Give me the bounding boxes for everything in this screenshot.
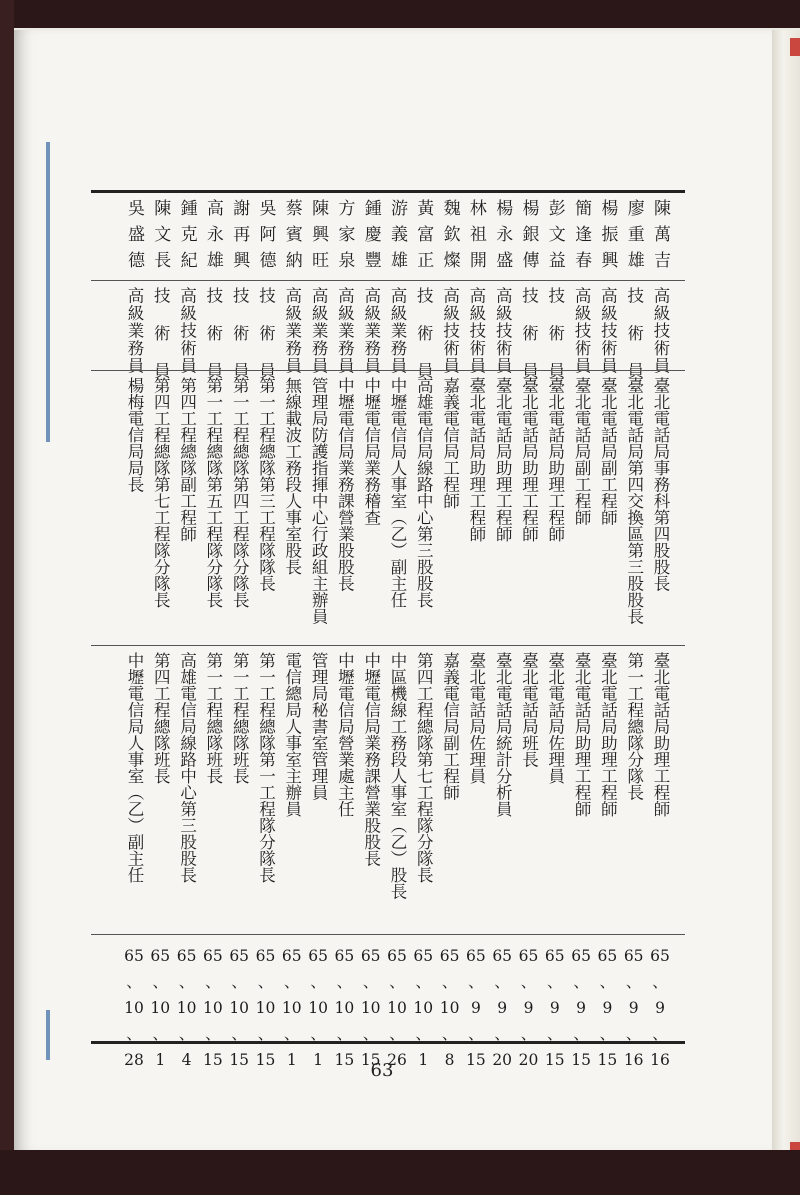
job-title: 高級業務員	[361, 287, 381, 375]
new-post: 臺北電話局助理工程師	[651, 652, 670, 817]
date-part: 10	[360, 999, 381, 1017]
person-name: 游義雄	[387, 199, 407, 277]
new-post: 臺北電話局佐理員	[545, 652, 565, 784]
date-separator: 、	[336, 1025, 353, 1043]
job-title: 高級技術員	[598, 287, 618, 375]
date-part: 65	[387, 947, 407, 965]
job-title: 高級技術員	[466, 287, 486, 375]
previous-post: 高雄電信局線路中心第三股股長	[414, 377, 434, 608]
date-separator: 、	[520, 973, 537, 991]
date-column-band	[91, 934, 685, 1069]
new-post: 電信總局人事室主辦員	[282, 652, 302, 817]
date-part: 65	[413, 947, 434, 965]
person-name: 楊銀傳	[518, 199, 539, 277]
job-title: 技 術 員	[414, 287, 434, 380]
job-title: 技 術 員	[545, 287, 565, 380]
previous-post: 臺北電話局助理工程師	[466, 377, 486, 542]
date-separator: 、	[415, 1025, 432, 1043]
person-name: 魏欽燦	[439, 199, 460, 277]
job-title: 技 術 員	[230, 287, 250, 380]
date-part: 15	[597, 1051, 618, 1069]
date-separator: 、	[573, 1025, 589, 1043]
date-part: 1	[155, 1051, 166, 1069]
date-part: 65	[308, 947, 328, 965]
date-part: 9	[628, 999, 639, 1017]
date-separator: 、	[389, 973, 405, 991]
date-separator: 、	[152, 973, 169, 991]
person-name: 簡逢春	[571, 199, 592, 277]
person-name: 陳萬吉	[650, 199, 670, 277]
effective-date	[172, 943, 202, 1073]
effective-date	[487, 943, 517, 1073]
date-part: 4	[181, 1051, 192, 1069]
effective-date	[566, 943, 596, 1073]
book-cover-top	[0, 0, 800, 28]
job-title: 技 術 員	[256, 287, 276, 380]
effective-date	[435, 943, 465, 1073]
new-post: 第四工程總隊第七工程隊分隊長	[414, 652, 434, 883]
date-separator: 、	[152, 1025, 169, 1043]
date-part: 65	[650, 947, 670, 965]
date-part: 1	[313, 1051, 324, 1069]
previous-post: 楊梅電信局局長	[125, 377, 144, 493]
new-post: 高雄電信局線路中心第三股股長	[177, 652, 197, 883]
previous-post: 臺北電話局助理工程師	[493, 377, 513, 542]
date-part: 26	[387, 1051, 407, 1069]
effective-date	[277, 943, 307, 1073]
date-separator: 、	[257, 1025, 274, 1043]
date-separator: 、	[257, 973, 274, 991]
date-separator: 、	[494, 1025, 510, 1043]
date-part: 65	[229, 947, 250, 965]
date-separator: 、	[468, 1025, 484, 1043]
person-name: 黃富正	[413, 199, 434, 277]
date-separator: 、	[573, 973, 589, 991]
job-title: 技 術 員	[519, 287, 539, 380]
date-part: 9	[497, 999, 508, 1017]
date-part: 65	[176, 947, 197, 965]
date-separator: 、	[599, 973, 616, 991]
date-part: 28	[124, 1051, 144, 1069]
date-part: 15	[255, 1051, 276, 1069]
new-post: 嘉義電信局副工程師	[440, 652, 460, 801]
date-separator: 、	[389, 1025, 405, 1043]
date-part: 65	[360, 947, 381, 965]
previous-post: 第四工程總隊第七工程隊分隊長	[151, 377, 171, 608]
person-name: 林祖開	[465, 199, 486, 277]
date-separator: 、	[599, 1025, 616, 1043]
date-separator: 、	[205, 973, 221, 991]
effective-date	[645, 943, 675, 1073]
person-name: 鍾克紀	[176, 199, 197, 277]
effective-date	[408, 943, 438, 1073]
date-part: 1	[418, 1051, 429, 1069]
effective-date	[619, 943, 649, 1073]
date-part: 9	[523, 999, 534, 1017]
effective-date	[303, 943, 333, 1073]
effective-date	[119, 943, 149, 1073]
new-post: 第一工程總隊班長	[203, 652, 223, 784]
date-part: 10	[255, 999, 276, 1017]
date-separator: 、	[547, 1025, 563, 1043]
effective-date	[224, 943, 254, 1073]
date-part: 15	[229, 1051, 250, 1069]
date-part: 10	[203, 999, 223, 1017]
date-part: 65	[518, 947, 539, 965]
date-part: 1	[286, 1051, 297, 1069]
book-cover-left	[0, 0, 14, 1195]
new-post: 中壢電信局人事室（乙）副主任	[125, 652, 144, 883]
date-part: 15	[571, 1051, 591, 1069]
date-part: 65	[597, 947, 618, 965]
effective-date	[329, 943, 359, 1073]
date-part: 15	[360, 1051, 381, 1069]
date-part: 65	[439, 947, 460, 965]
date-part: 10	[413, 999, 434, 1017]
date-part: 10	[124, 999, 144, 1017]
person-name: 鍾慶豐	[360, 199, 381, 277]
person-name: 陳興旺	[308, 199, 329, 277]
person-name: 廖重雄	[623, 199, 644, 277]
date-part: 65	[281, 947, 302, 965]
new-post: 臺北電話局佐理員	[466, 652, 486, 784]
date-separator: 、	[178, 1025, 195, 1043]
date-part: 65	[492, 947, 513, 965]
previous-post: 臺北電話局助理工程師	[519, 377, 539, 542]
date-part: 10	[150, 999, 171, 1017]
date-separator: 、	[625, 973, 642, 991]
date-separator: 、	[520, 1025, 537, 1043]
effective-date	[514, 943, 544, 1073]
person-name: 楊永盛	[492, 199, 513, 277]
previous-post: 第一工程總隊第四工程隊分隊長	[230, 377, 250, 608]
new-post: 臺北電話局助理工程師	[572, 652, 592, 817]
date-separator: 、	[310, 973, 326, 991]
date-separator: 、	[652, 1025, 668, 1043]
date-separator: 、	[494, 973, 510, 991]
date-part: 65	[544, 947, 565, 965]
date-part: 65	[203, 947, 223, 965]
date-part: 65	[334, 947, 355, 965]
date-separator: 、	[625, 1025, 642, 1043]
effective-date	[145, 943, 175, 1073]
person-name: 方家泉	[334, 199, 355, 277]
date-part: 10	[176, 999, 197, 1017]
previous-post: 第一工程總隊第三工程隊隊長	[256, 377, 276, 592]
date-separator: 、	[231, 973, 247, 991]
date-part: 65	[571, 947, 591, 965]
date-part: 65	[255, 947, 276, 965]
date-separator: 、	[231, 1025, 247, 1043]
date-part: 9	[655, 999, 665, 1017]
previous-post: 臺北電話局副工程師	[598, 377, 618, 526]
blue-edge-mark	[46, 142, 50, 442]
job-title: 高級業務員	[125, 287, 144, 375]
previous-post: 中壢電信局業務稽查	[361, 377, 381, 526]
job-title: 技 術 員	[203, 287, 223, 380]
new-post: 臺北電話局助理工程師	[598, 652, 618, 817]
old-post-column-band	[91, 370, 685, 646]
job-title: 高級技術員	[493, 287, 513, 375]
new-post: 第一工程總隊班長	[230, 652, 250, 784]
date-part: 9	[602, 999, 613, 1017]
person-name: 楊振興	[597, 199, 618, 277]
new-post-column-band	[91, 645, 685, 935]
date-separator: 、	[126, 973, 142, 991]
person-name: 吳盛德	[124, 199, 144, 277]
job-title: 高級技術員	[440, 287, 460, 375]
date-part: 10	[439, 999, 460, 1017]
date-part: 9	[470, 999, 481, 1017]
new-post: 第一工程總隊分隊長	[624, 652, 644, 801]
date-part: 16	[650, 1051, 670, 1069]
date-part: 9	[549, 999, 560, 1017]
date-part: 10	[334, 999, 355, 1017]
job-title: 技 術 員	[151, 287, 171, 380]
date-part: 8	[444, 1051, 455, 1069]
date-part: 9	[576, 999, 587, 1017]
job-title: 高級技術員	[572, 287, 592, 375]
person-name: 蔡賓納	[281, 199, 302, 277]
date-separator: 、	[468, 973, 484, 991]
date-part: 10	[281, 999, 302, 1017]
previous-post: 中壢電信局人事室（乙）副主任	[388, 377, 407, 608]
new-post: 臺北電話局班長	[519, 652, 539, 768]
date-separator: 、	[362, 973, 379, 991]
previous-post: 中壢電信局業務課營業股股長	[335, 377, 355, 592]
book-cover-bottom	[0, 1150, 800, 1195]
person-name: 吳阿德	[255, 199, 276, 277]
new-post: 第四工程總隊班長	[151, 652, 171, 784]
job-title: 高級技術員	[651, 287, 670, 375]
date-part: 10	[229, 999, 250, 1017]
date-separator: 、	[284, 973, 300, 991]
date-separator: 、	[441, 1025, 458, 1043]
previous-post: 第一工程總隊第五工程隊分隊長	[203, 377, 223, 608]
date-part: 20	[518, 1051, 539, 1069]
date-separator: 、	[336, 973, 353, 991]
job-title: 高級業務員	[335, 287, 355, 375]
title-column-band	[91, 280, 685, 380]
date-separator: 、	[178, 973, 195, 991]
date-separator: 、	[652, 973, 668, 991]
previous-post: 第四工程總隊副工程師	[177, 377, 197, 542]
effective-date	[382, 943, 412, 1073]
job-title: 高級技術員	[177, 287, 197, 375]
next-page-edge	[772, 30, 800, 1155]
new-post: 臺北電話局統計分析員	[493, 652, 513, 817]
date-part: 65	[124, 947, 144, 965]
effective-date	[198, 943, 228, 1073]
previous-post: 臺北電話局事務科第四股股長	[651, 377, 670, 592]
person-name: 陳文長	[150, 199, 171, 277]
previous-post: 臺北電話局助理工程師	[545, 377, 565, 542]
date-separator: 、	[547, 973, 563, 991]
date-separator: 、	[126, 1025, 142, 1043]
date-separator: 、	[441, 973, 458, 991]
person-name: 謝再興	[229, 199, 250, 277]
date-separator: 、	[310, 1025, 326, 1043]
effective-date	[592, 943, 622, 1073]
previous-post: 嘉義電信局工程師	[440, 377, 460, 509]
date-part: 65	[150, 947, 171, 965]
job-title: 技 術 員	[624, 287, 644, 380]
new-post: 中壢電信局業務課營業股股長	[361, 652, 381, 867]
date-part: 10	[387, 999, 407, 1017]
previous-post: 無線載波工務段人事室股長	[282, 377, 302, 575]
date-part: 15	[203, 1051, 223, 1069]
page-tab-marker	[790, 38, 800, 56]
previous-post: 臺北電話局副工程師	[572, 377, 592, 526]
effective-date	[461, 943, 491, 1073]
job-title: 高級業務員	[282, 287, 302, 375]
date-part: 65	[623, 947, 644, 965]
person-name: 高永雄	[202, 199, 223, 277]
date-part: 10	[308, 999, 328, 1017]
date-separator: 、	[205, 1025, 221, 1043]
date-separator: 、	[362, 1025, 379, 1043]
date-separator: 、	[415, 973, 432, 991]
effective-date	[356, 943, 386, 1073]
effective-date	[251, 943, 281, 1073]
date-separator: 、	[284, 1025, 300, 1043]
job-title: 高級業務員	[309, 287, 329, 375]
blue-edge-mark	[46, 1010, 50, 1060]
personnel-transfer-table	[91, 190, 685, 1069]
page-number: 63	[370, 1060, 394, 1081]
new-post: 第一工程總隊第一工程隊分隊長	[256, 652, 276, 883]
date-part: 15	[544, 1051, 565, 1069]
person-name: 彭文益	[544, 199, 565, 277]
new-post: 中區機線工務段人事室（乙）股長	[388, 652, 407, 900]
date-part: 16	[623, 1051, 644, 1069]
effective-date	[540, 943, 570, 1073]
date-part: 15	[466, 1051, 486, 1069]
date-part: 20	[492, 1051, 513, 1069]
job-title: 高級業務員	[388, 287, 407, 375]
name-column-band	[91, 193, 685, 280]
date-part: 65	[466, 947, 486, 965]
previous-post: 臺北電話局第四交換區第三股股長	[624, 377, 644, 625]
previous-post: 管理局防護指揮中心行政組主辦員	[309, 377, 329, 625]
new-post: 中壢電信局營業處主任	[335, 652, 355, 817]
date-part: 15	[334, 1051, 355, 1069]
new-post: 管理局秘書室管理員	[309, 652, 329, 801]
